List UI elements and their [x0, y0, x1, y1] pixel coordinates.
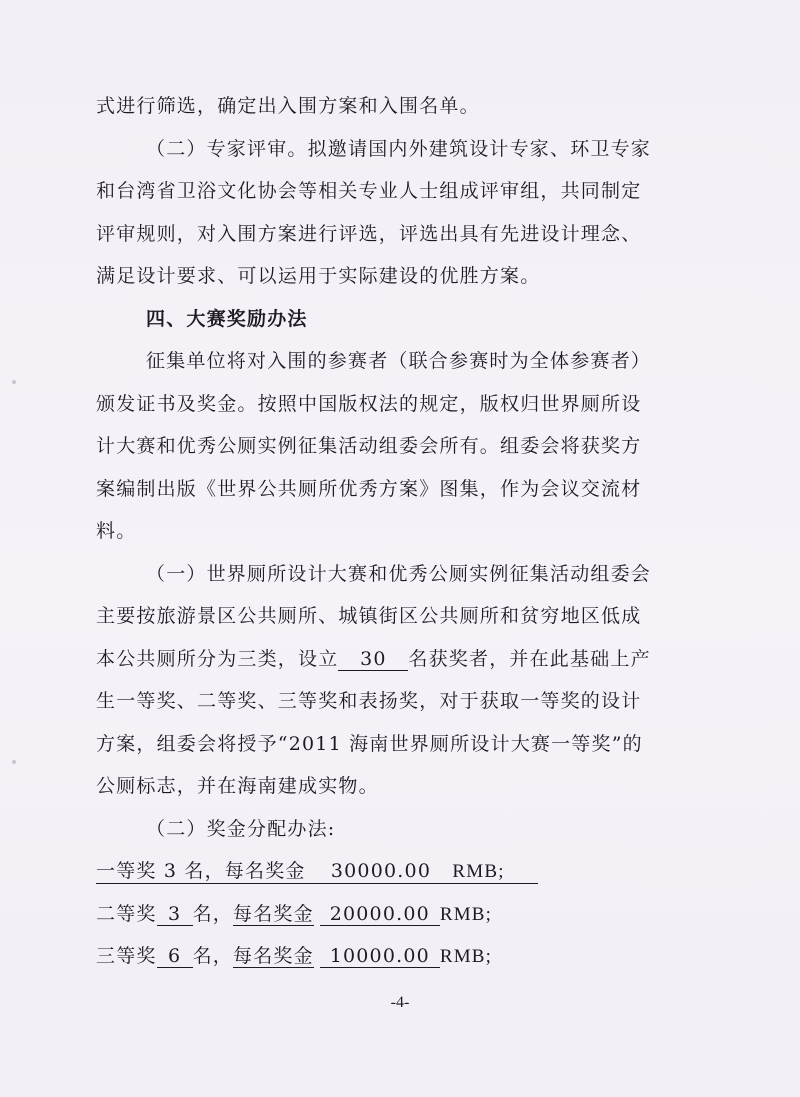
text-line: 满足设计要求、可以运用于实际建设的优胜方案。: [96, 265, 541, 287]
prize-row-third: [96, 944, 492, 969]
subsection-heading: （二）奖金分配办法:: [146, 818, 336, 840]
prize-currency: RMB;: [439, 946, 493, 967]
prize-amount: 10000.00: [320, 945, 440, 968]
punch-hole-mark: [12, 380, 16, 384]
prize-currency: RMB;: [452, 861, 505, 882]
text-line: 案编制出版《世界公共厕所优秀方案》图集，作为会议交流材: [96, 478, 642, 500]
prize-amount: 30000.00: [330, 860, 432, 882]
prize-unit-label: 每名奖金: [233, 903, 314, 925]
prize-row-first: [96, 859, 538, 884]
text-line: （二）专家评审。拟邀请国内外建筑设计专家、环卫专家: [146, 138, 652, 160]
text-line: 颁发证书及奖金。按照中国版权法的规定，版权归世界厕所设: [96, 393, 642, 415]
prize-row-second: [96, 902, 492, 927]
prize-label: 二等奖: [96, 903, 157, 925]
prize-unit: 名，每名奖金: [184, 860, 306, 882]
text-line: 和台湾省卫浴文化协会等相关专业人士组成评审组，共同制定: [96, 180, 642, 202]
prize-unit: 名，: [192, 903, 234, 925]
text-line: 评审规则，对入围方案进行评选，评选出具有先进设计理念、: [96, 223, 642, 245]
text-line: 料。: [96, 520, 137, 542]
text-line: 征集单位将对入围的参赛者（联合参赛时为全体参赛者）: [146, 350, 652, 372]
prize-unit-label: 每名奖金: [233, 945, 314, 967]
prize-label: 一等奖: [96, 860, 157, 882]
prize-label: 三等奖: [96, 945, 157, 967]
prize-count: 3: [157, 903, 193, 926]
page-number: -4-: [390, 994, 410, 1011]
award-count-value: 30: [338, 648, 408, 671]
text-fragment: 名获奖者，并在此基础上产: [408, 648, 651, 670]
prize-amount: 20000.00: [320, 903, 440, 926]
text-line: 生一等奖、二等奖、三等奖和表扬奖，对于获取一等奖的设计: [96, 690, 642, 712]
text-line: 式进行筛选，确定出入围方案和入围名单。: [96, 95, 480, 117]
prize-count: 3: [163, 860, 178, 882]
prize-unit: 名，: [192, 945, 234, 967]
text-line: 方案，组委会将授予“2011 海南世界厕所设计大赛一等奖”的: [96, 733, 643, 755]
text-line: 主要按旅游景区公共厕所、城镇街区公共厕所和贫穷地区低成: [96, 605, 642, 627]
prize-currency: RMB;: [439, 904, 493, 925]
punch-hole-mark: [12, 760, 16, 764]
text-fragment: 本公共厕所分为三类，设立: [96, 648, 339, 670]
prize-count: 6: [157, 945, 193, 968]
section-heading: 四、大赛奖励办法: [146, 308, 308, 330]
text-line: 计大赛和优秀公厕实例征集活动组委会所有。组委会将获奖方: [96, 435, 642, 457]
text-line: （一）世界厕所设计大赛和优秀公厕实例征集活动组委会: [146, 563, 652, 585]
text-line: [96, 647, 651, 671]
text-line: 公厕标志，并在海南建成实物。: [96, 775, 379, 797]
